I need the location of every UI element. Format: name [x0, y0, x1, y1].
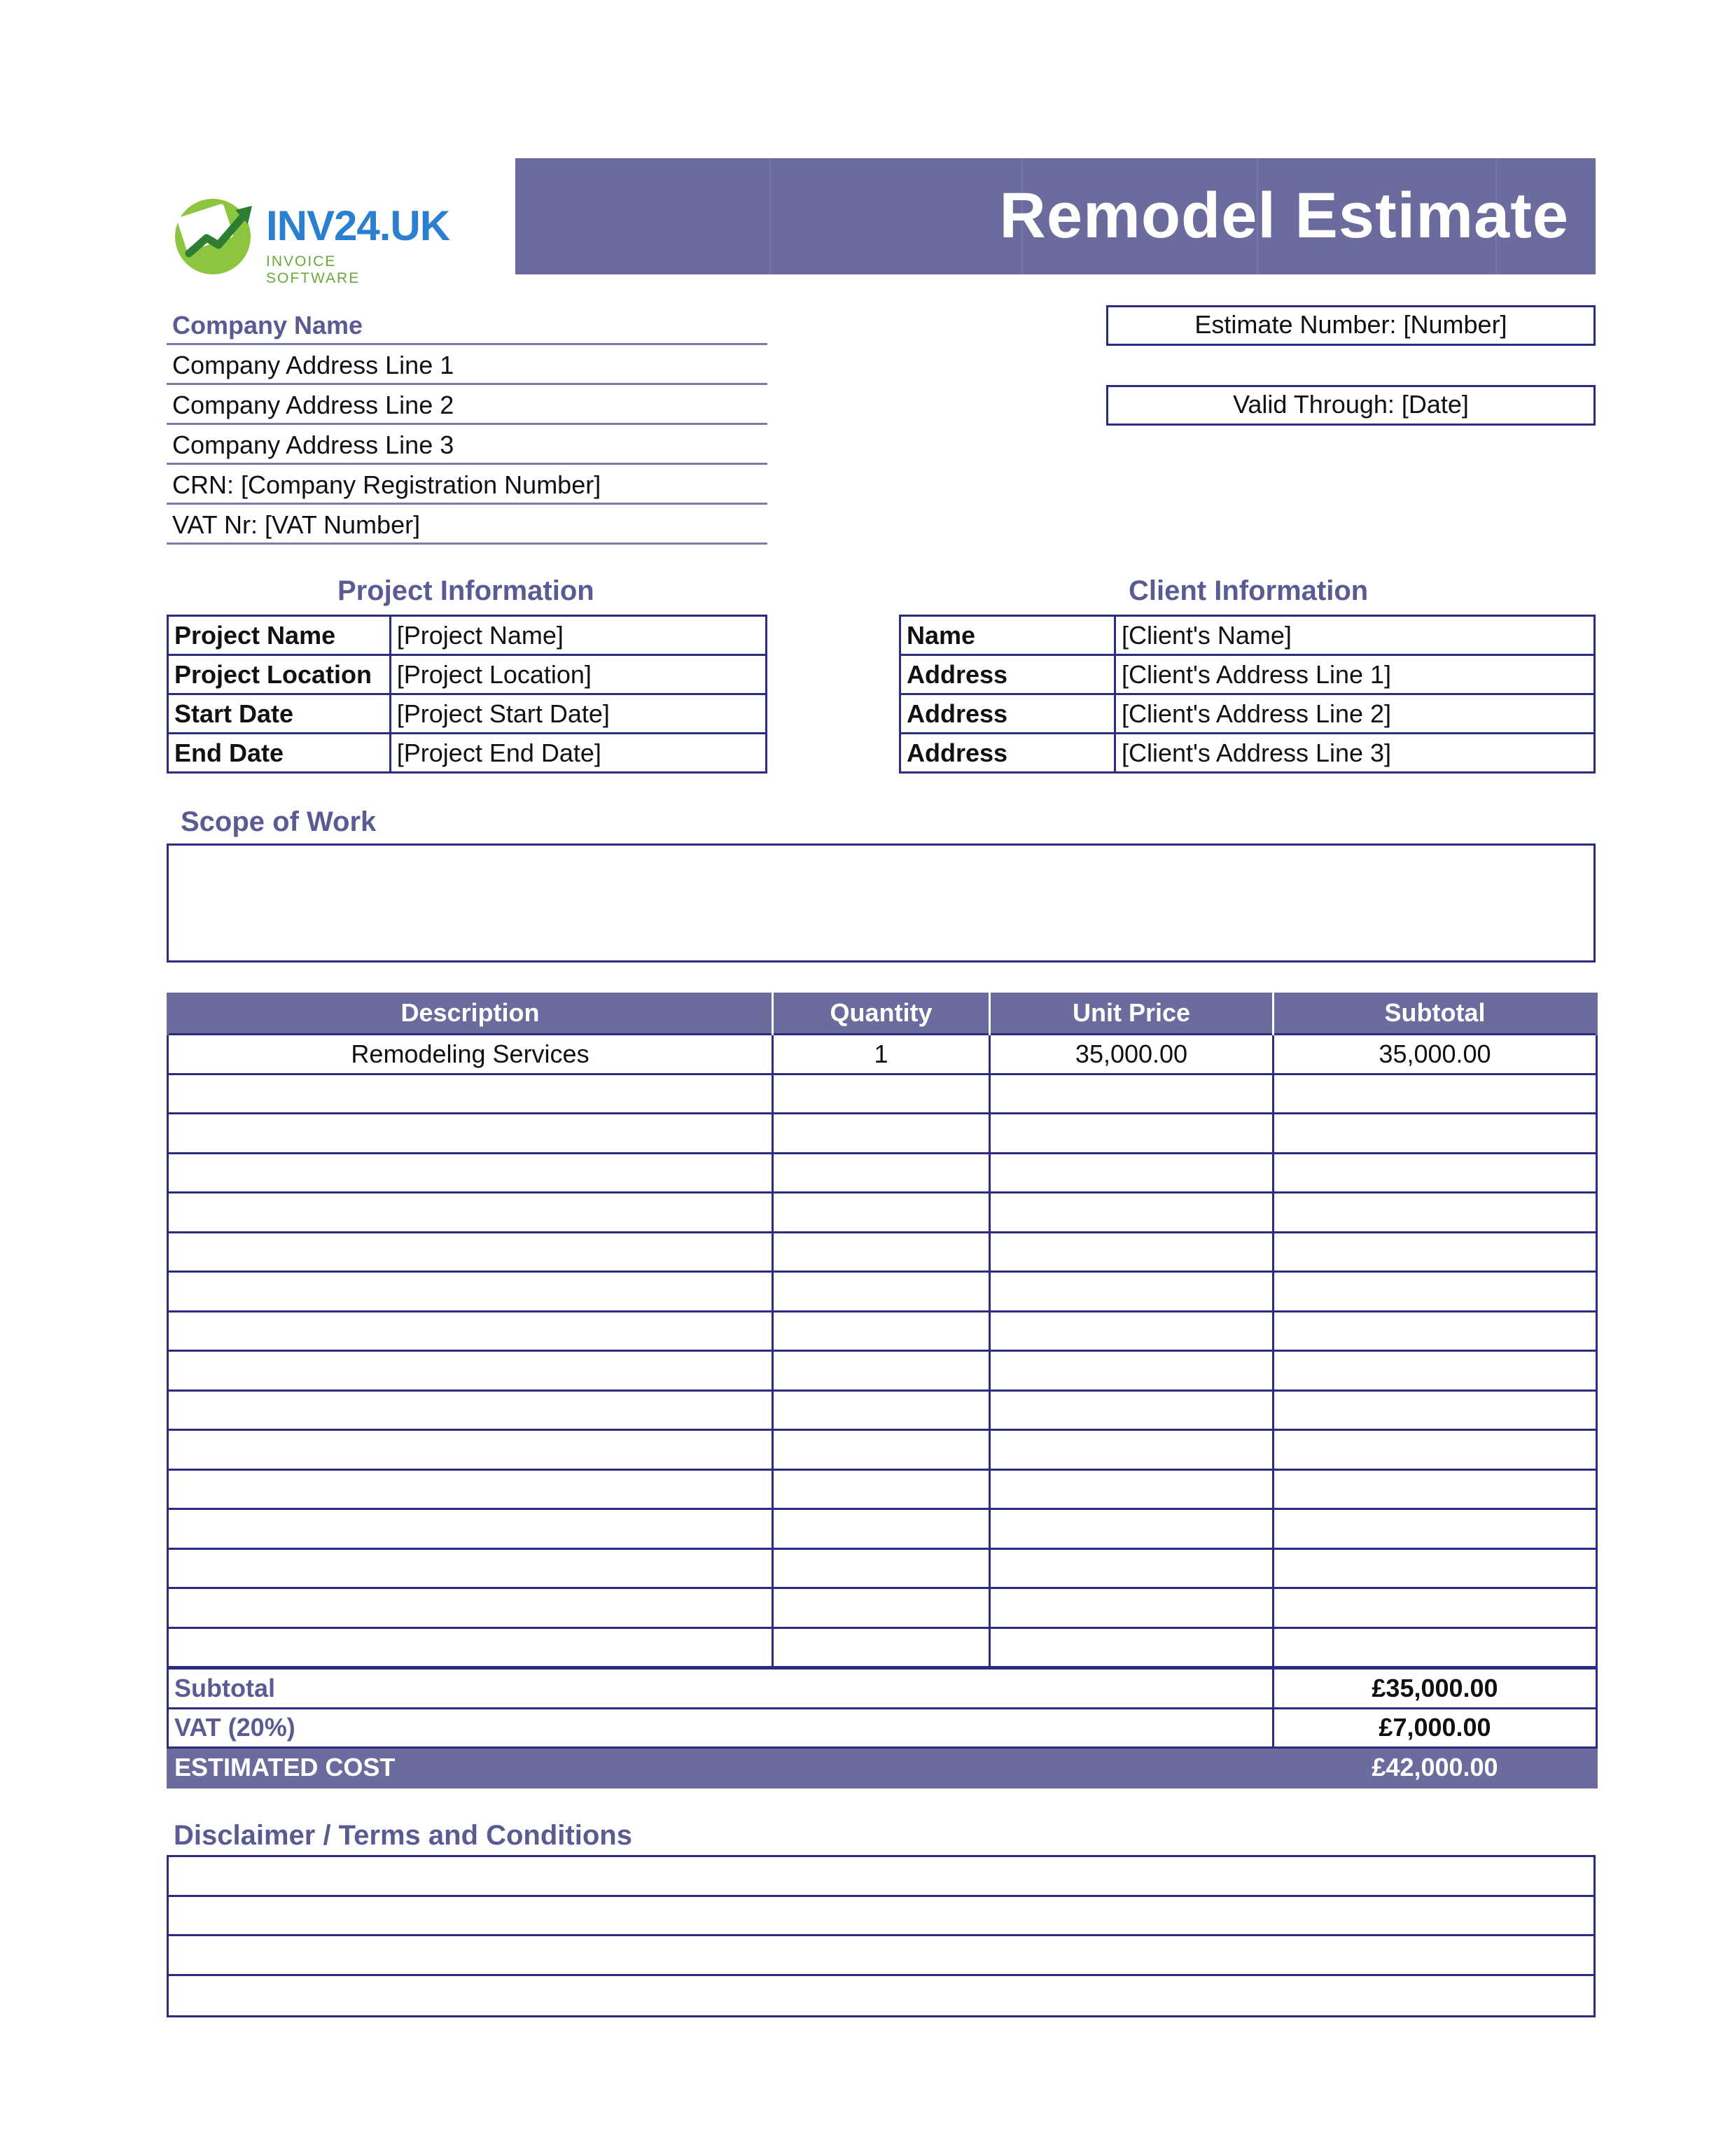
- item-subtotal-cell[interactable]: [1274, 1272, 1597, 1312]
- item-description-cell[interactable]: [168, 1193, 773, 1233]
- client-address-line-2-value[interactable]: [Client's Address Line 2]: [1115, 694, 1594, 734]
- logo-tagline: INVOICE SOFTWARE: [266, 253, 361, 286]
- table-row: [900, 616, 1595, 655]
- table-row: [168, 1153, 1597, 1193]
- table-row: [168, 1232, 1597, 1272]
- company-address-line-3[interactable]: Company Address Line 3: [167, 425, 767, 465]
- item-subtotal-cell[interactable]: [1274, 1628, 1597, 1667]
- estimate-number-field[interactable]: Estimate Number: [Number]: [1106, 305, 1596, 346]
- client-address-label: Address: [900, 694, 1115, 734]
- item-subtotal-cell[interactable]: [1274, 1193, 1597, 1233]
- table-row: [900, 655, 1595, 694]
- vat-label: VAT (20%): [168, 1708, 1274, 1748]
- disclaimer-line[interactable]: [169, 1857, 1593, 1897]
- table-row: [168, 1509, 1597, 1549]
- project-location-label: Project Location: [168, 655, 391, 694]
- table-row: [168, 1035, 1597, 1074]
- item-quantity-cell[interactable]: [773, 1509, 990, 1549]
- item-subtotal-cell[interactable]: [1274, 1153, 1597, 1193]
- table-row: [168, 1390, 1597, 1430]
- item-description-cell[interactable]: [168, 1074, 773, 1114]
- vat-row: [168, 1708, 1597, 1748]
- table-row: [168, 1548, 1597, 1588]
- item-quantity-cell[interactable]: [773, 1390, 990, 1430]
- item-subtotal-cell[interactable]: [1274, 1430, 1597, 1470]
- disclaimer-box: [167, 1855, 1596, 2017]
- client-name-value[interactable]: [Client's Name]: [1115, 616, 1594, 655]
- quantity-header: Quantity: [773, 993, 990, 1035]
- project-info-table: [167, 615, 767, 774]
- company-details: [167, 305, 767, 545]
- table-row: [168, 655, 767, 694]
- estimated-cost-row: [168, 1748, 1597, 1788]
- item-description-cell[interactable]: [168, 1588, 773, 1628]
- item-quantity-cell[interactable]: [773, 1114, 990, 1154]
- item-description-cell[interactable]: [168, 1351, 773, 1391]
- item-subtotal-cell[interactable]: [1274, 1548, 1597, 1588]
- item-unit-price-cell[interactable]: [990, 1272, 1274, 1312]
- project-info-title: Project Information: [337, 575, 594, 606]
- table-row: [168, 1311, 1597, 1351]
- item-subtotal-cell[interactable]: [1274, 1074, 1597, 1114]
- client-info-table: [899, 615, 1596, 774]
- item-subtotal-cell[interactable]: [1274, 1311, 1597, 1351]
- item-subtotal-cell[interactable]: [1274, 1232, 1597, 1272]
- estimated-cost-value: £42,000.00: [1274, 1748, 1597, 1788]
- item-description-cell[interactable]: [168, 1311, 773, 1351]
- start-date-value[interactable]: [Project Start Date]: [390, 694, 766, 734]
- item-description-cell[interactable]: [168, 1272, 773, 1312]
- project-name-label: Project Name: [168, 616, 391, 655]
- valid-through-field[interactable]: Valid Through: [Date]: [1106, 385, 1596, 426]
- item-subtotal-cell[interactable]: 35,000.00: [1274, 1035, 1597, 1074]
- item-quantity-cell[interactable]: [773, 1469, 990, 1509]
- item-unit-price-cell[interactable]: [990, 1628, 1274, 1667]
- table-row: [168, 1193, 1597, 1233]
- item-subtotal-cell[interactable]: [1274, 1114, 1597, 1154]
- item-quantity-cell[interactable]: 1: [773, 1035, 990, 1074]
- scope-title: Scope of Work: [181, 806, 377, 837]
- item-description-cell[interactable]: [168, 1390, 773, 1430]
- chart-arrow-icon: [168, 189, 259, 280]
- client-address-label: Address: [900, 734, 1115, 773]
- item-subtotal-cell[interactable]: [1274, 1390, 1597, 1430]
- disclaimer-title: Disclaimer / Terms and Conditions: [174, 1820, 632, 1851]
- end-date-label: End Date: [168, 734, 391, 773]
- item-unit-price-cell[interactable]: [990, 1351, 1274, 1391]
- table-row: [168, 1588, 1597, 1628]
- project-location-value[interactable]: [Project Location]: [390, 655, 766, 694]
- item-unit-price-cell[interactable]: 35,000.00: [990, 1035, 1274, 1074]
- item-quantity-cell[interactable]: [773, 1628, 990, 1667]
- table-row: [168, 734, 767, 773]
- table-header-row: [168, 993, 1597, 1035]
- item-description-cell[interactable]: [168, 1548, 773, 1588]
- item-description-cell[interactable]: [168, 1153, 773, 1193]
- client-info-title: Client Information: [1129, 575, 1369, 606]
- company-address-line-2[interactable]: Company Address Line 2: [167, 385, 767, 425]
- company-name[interactable]: Company Name: [167, 305, 767, 345]
- disclaimer-line[interactable]: [169, 1936, 1593, 1976]
- client-address-label: Address: [900, 655, 1115, 694]
- item-quantity-cell[interactable]: [773, 1193, 990, 1233]
- company-address-line-1[interactable]: Company Address Line 1: [167, 345, 767, 385]
- item-quantity-cell[interactable]: [773, 1588, 990, 1628]
- item-unit-price-cell[interactable]: [990, 1509, 1274, 1549]
- item-unit-price-cell[interactable]: [990, 1588, 1274, 1628]
- project-name-value[interactable]: [Project Name]: [390, 616, 766, 655]
- description-header: Description: [168, 993, 773, 1035]
- item-description-cell[interactable]: Remodeling Services: [168, 1035, 773, 1074]
- table-row: [168, 1430, 1597, 1470]
- item-unit-price-cell[interactable]: [990, 1430, 1274, 1470]
- item-description-cell[interactable]: [168, 1114, 773, 1154]
- item-description-cell[interactable]: [168, 1509, 773, 1549]
- item-quantity-cell[interactable]: [773, 1430, 990, 1470]
- item-unit-price-cell[interactable]: [990, 1153, 1274, 1193]
- table-row: [168, 1114, 1597, 1154]
- item-description-cell[interactable]: [168, 1469, 773, 1509]
- table-row: [900, 734, 1595, 773]
- estimated-cost-label: ESTIMATED COST: [168, 1748, 1274, 1788]
- vat-value: £7,000.00: [1274, 1708, 1597, 1748]
- table-row: [168, 694, 767, 734]
- item-subtotal-cell[interactable]: [1274, 1588, 1597, 1628]
- item-unit-price-cell[interactable]: [990, 1390, 1274, 1430]
- line-items-table: [167, 993, 1598, 1668]
- item-unit-price-cell[interactable]: [990, 1469, 1274, 1509]
- subtotal-row: [168, 1669, 1597, 1709]
- item-quantity-cell[interactable]: [773, 1548, 990, 1588]
- logo: [168, 189, 450, 286]
- subtotal-value: £35,000.00: [1274, 1669, 1597, 1709]
- disclaimer-line[interactable]: [169, 1976, 1593, 2016]
- item-quantity-cell[interactable]: [773, 1311, 990, 1351]
- item-unit-price-cell[interactable]: [990, 1311, 1274, 1351]
- start-date-label: Start Date: [168, 694, 391, 734]
- item-subtotal-cell[interactable]: [1274, 1509, 1597, 1549]
- client-address-line-1-value[interactable]: [Client's Address Line 1]: [1115, 655, 1594, 694]
- subtotal-header: Subtotal: [1274, 993, 1597, 1035]
- item-unit-price-cell[interactable]: [990, 1232, 1274, 1272]
- totals-table: [167, 1667, 1598, 1788]
- item-unit-price-cell[interactable]: [990, 1548, 1274, 1588]
- item-description-cell[interactable]: [168, 1430, 773, 1470]
- disclaimer-line[interactable]: [169, 1897, 1593, 1937]
- page-title: Remodel Estimate: [999, 180, 1569, 251]
- table-row: [900, 694, 1595, 734]
- item-quantity-cell[interactable]: [773, 1074, 990, 1114]
- table-row: [168, 1074, 1597, 1114]
- item-unit-price-cell[interactable]: [990, 1193, 1274, 1233]
- company-vat-number[interactable]: VAT Nr: [VAT Number]: [167, 505, 767, 545]
- item-description-cell[interactable]: [168, 1628, 773, 1667]
- item-quantity-cell[interactable]: [773, 1153, 990, 1193]
- unit-price-header: Unit Price: [990, 993, 1274, 1035]
- item-quantity-cell[interactable]: [773, 1351, 990, 1391]
- item-subtotal-cell[interactable]: [1274, 1351, 1597, 1391]
- table-row: [168, 1351, 1597, 1391]
- company-crn[interactable]: CRN: [Company Registration Number]: [167, 465, 767, 505]
- end-date-value[interactable]: [Project End Date]: [390, 734, 766, 773]
- subtotal-label: Subtotal: [168, 1669, 1274, 1709]
- scope-of-work-field[interactable]: [167, 844, 1596, 962]
- table-row: [168, 1272, 1597, 1312]
- item-subtotal-cell[interactable]: [1274, 1469, 1597, 1509]
- title-band: [515, 158, 1596, 274]
- table-row: [168, 616, 767, 655]
- item-unit-price-cell[interactable]: [990, 1074, 1274, 1114]
- client-address-line-3-value[interactable]: [Client's Address Line 3]: [1115, 734, 1594, 773]
- item-quantity-cell[interactable]: [773, 1272, 990, 1312]
- logo-brand: INV24.UK: [266, 202, 450, 249]
- item-quantity-cell[interactable]: [773, 1232, 990, 1272]
- table-row: [168, 1469, 1597, 1509]
- item-description-cell[interactable]: [168, 1232, 773, 1272]
- table-row: [168, 1628, 1597, 1667]
- client-name-label: Name: [900, 616, 1115, 655]
- item-unit-price-cell[interactable]: [990, 1114, 1274, 1154]
